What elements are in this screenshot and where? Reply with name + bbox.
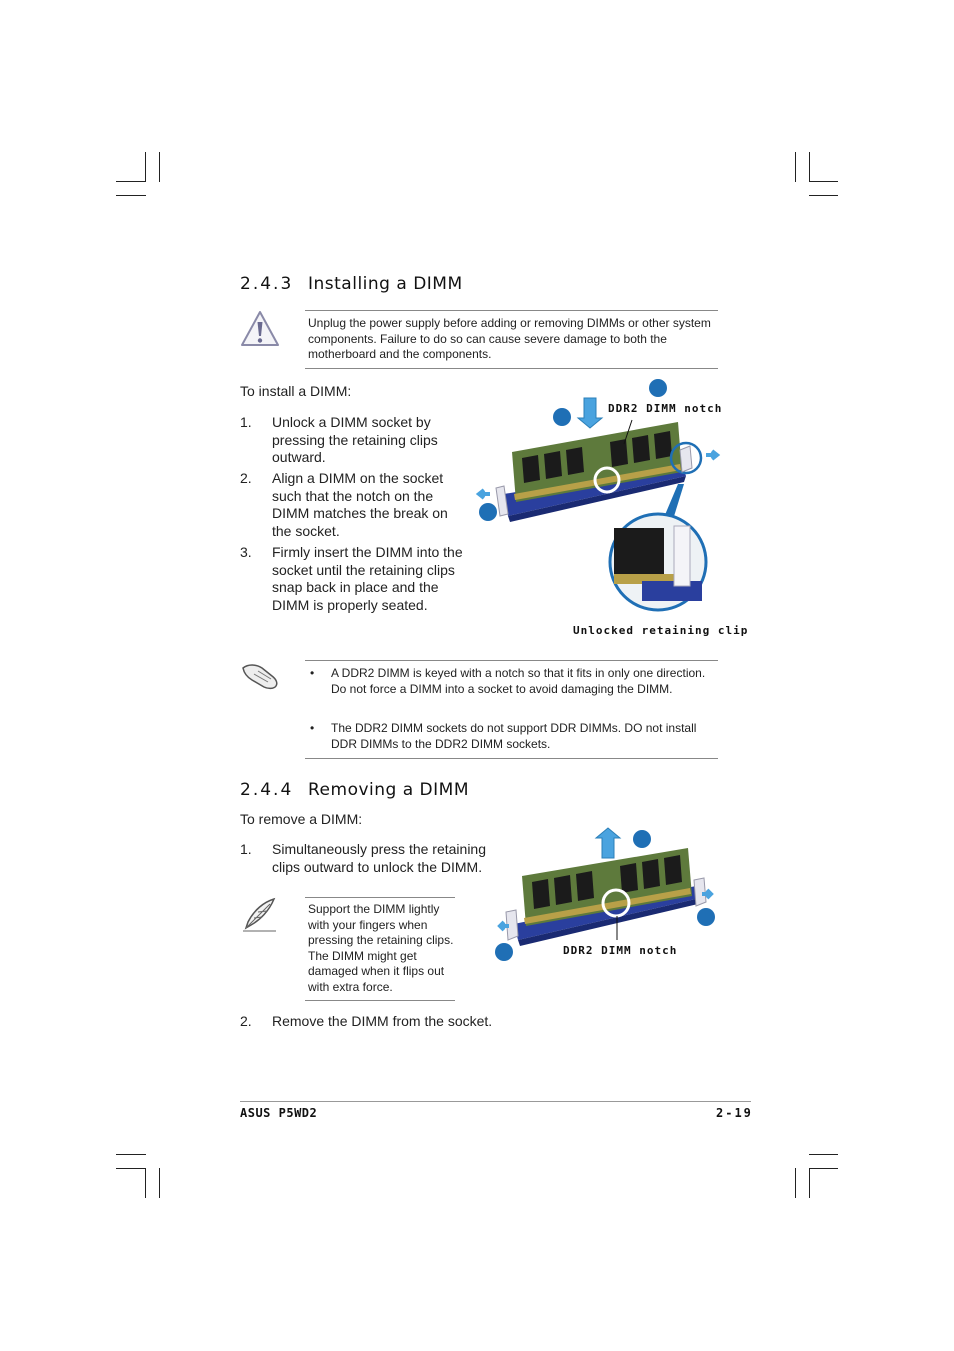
step-marker-dot	[697, 908, 715, 926]
remove-intro: To remove a DIMM:	[240, 811, 363, 827]
arrow-up-icon	[596, 828, 620, 858]
arrow-right-icon	[706, 451, 717, 459]
step-marker-dot	[495, 943, 513, 961]
step-marker-dot	[649, 379, 667, 397]
tip-text: Support the DIMM lightly with your fingers when pressing the retaining clips. The DIMM might get damaged when it flips out with extra force.	[308, 902, 454, 994]
footer-product: ASUS P5WD2	[240, 1106, 318, 1120]
section-title: Removing a DIMM	[308, 780, 469, 800]
warning-icon	[240, 310, 280, 348]
install-intro: To install a DIMM:	[240, 383, 352, 399]
section-title: Installing a DIMM	[308, 274, 463, 294]
section-number: 2.4.4	[240, 780, 294, 800]
note-item-1: • A DDR2 DIMM is keyed with a notch so that it fits in only one direction. Do not force a DIMM into a socket to avoid damaging the DIMM.	[310, 666, 706, 696]
note-item-2: • The DDR2 DIMM sockets do not support DDR DIMMs. DO not install DDR DIMMs to the DDR2 DIMM sockets.	[310, 721, 697, 751]
section-number: 2.4.3	[240, 274, 294, 294]
step-marker-dot	[553, 408, 571, 426]
arrow-left-icon	[479, 490, 490, 498]
arrow-down-icon	[578, 398, 602, 428]
step-marker-dot	[479, 503, 497, 521]
unlocked-clip-label: Unlocked retaining clip	[573, 624, 749, 637]
footer-page-number: 2-19	[716, 1106, 753, 1120]
remove-notch-label: DDR2 DIMM notch	[563, 944, 678, 957]
hand-pointing-icon	[240, 658, 280, 692]
warning-text: Unplug the power supply before adding or removing DIMMs or other system components. Failure to do so can cause severe damage to both the motherboard and the components.	[308, 316, 711, 361]
section-heading-removing	[240, 780, 469, 800]
section-heading-installing	[240, 274, 463, 294]
feather-pen-icon	[240, 896, 280, 934]
install-notch-label: DDR2 DIMM notch	[608, 402, 723, 415]
step-marker-dot	[633, 830, 651, 848]
